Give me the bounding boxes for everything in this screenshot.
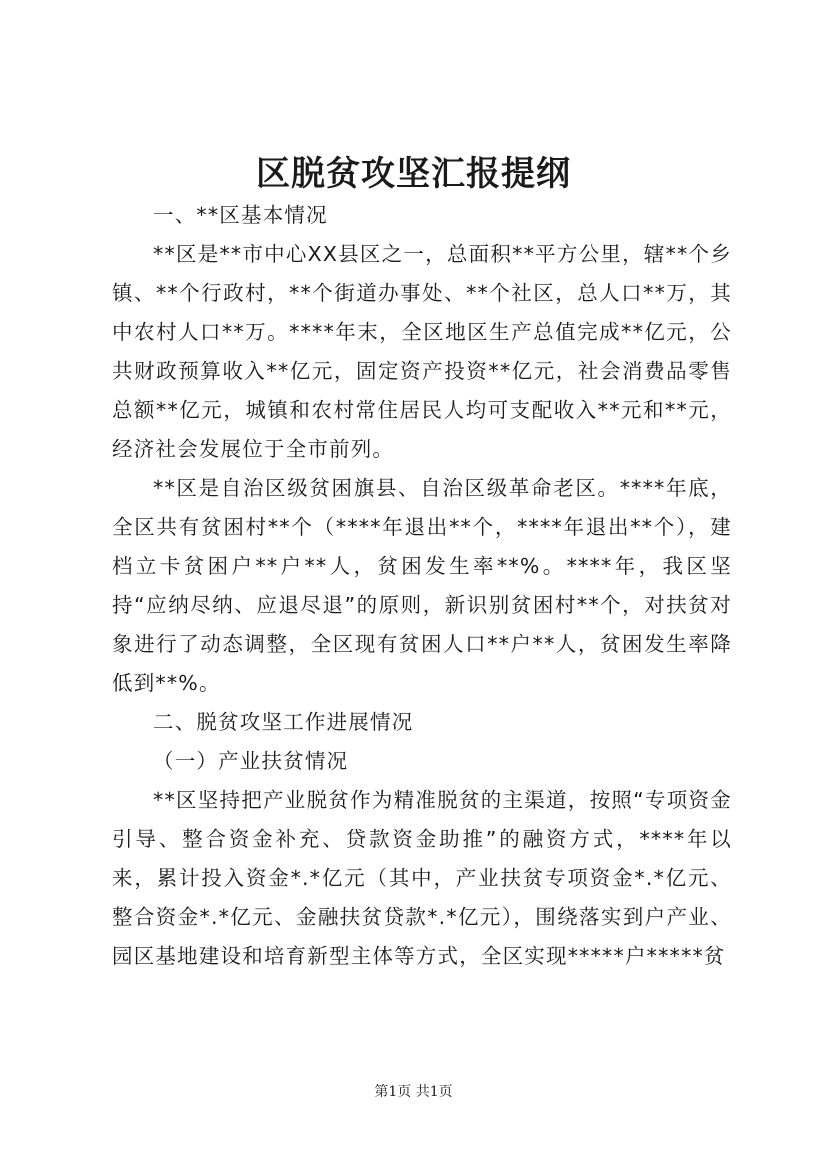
subsection-heading-industry: （一）产业扶贫情况	[153, 749, 349, 773]
paragraph-basic-info: **区是**市中心XX县区之一，总面积**平方公里，辖**个乡镇、**个行政村，**个街道办事处、**个社区，总人口**万，其中农村人口**万。****年末，全区地区生产总值完成**亿元，公共财政预算收入**亿元，固定资产投资**亿元，社会消费品零售总额**亿元，城镇和农村常住居民人均可支配收入**元和**元，经济社会发展位于全市前列。	[112, 242, 732, 461]
paragraph-poverty-status: **区是自治区级贫困旗县、自治区级革命老区。****年底，全区共有贫困村**个（****年退出**个，****年退出**个），建档立卡贫困户**户**人，贫困发生率**%。****年，我区坚持“应纳尽纳、应退尽退”的原则，新识别贫困村**个，对扶贫对象进行了动态调整，全区现有贫困人口**户**人，贫困发生率降低到**%。	[112, 476, 732, 695]
paragraph-industry-poverty: **区坚持把产业脱贫作为精准脱贫的主渠道，按照“专项资金引导、整合资金补充、贷款资金助推”的融资方式，****年以来，累计投入资金*.*亿元（其中，产业扶贫专项资金*.*亿元、整合资金*.*亿元、金融扶贫贷款*.*亿元），围绕落实到户产业、园区基地建设和培育新型主体等方式，全区实现*****户*****贫	[112, 788, 732, 968]
document-body	[112, 196, 732, 976]
document-title: 区脱贫攻坚汇报提纲	[256, 154, 571, 194]
section-heading-progress: 二、脱贫攻坚工作进展情况	[153, 710, 414, 734]
section-heading-basic-info: 一、**区基本情况	[153, 203, 328, 227]
page-footer: 第1页 共1页	[374, 1084, 453, 1100]
